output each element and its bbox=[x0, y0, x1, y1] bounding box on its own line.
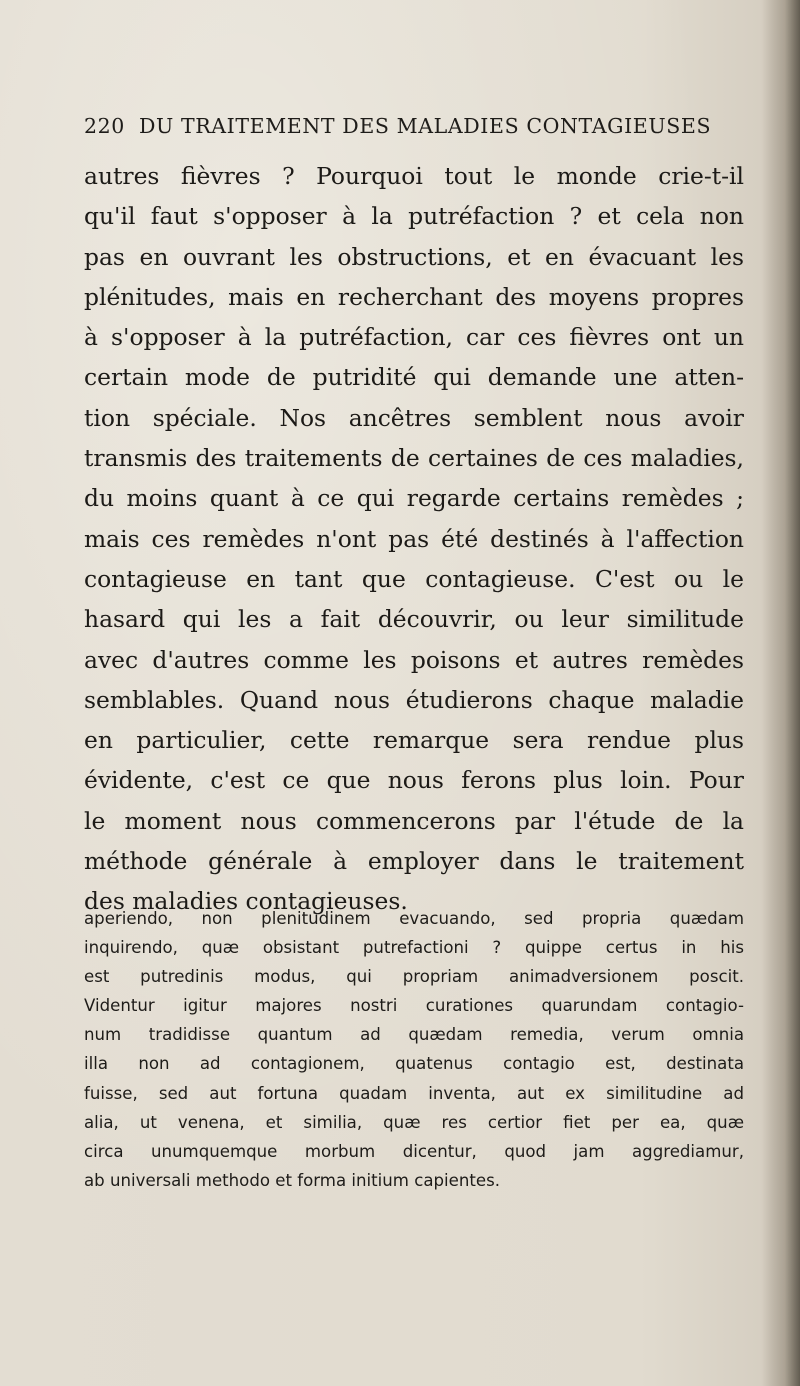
text-line: mais ces remèdes n'ont pas été destinés à l'affection bbox=[84, 524, 744, 553]
text-line: méthode générale à employer dans le traitement bbox=[84, 847, 744, 876]
text-line: hasard qui les a fait découvrir, ou leur similitude bbox=[84, 605, 744, 634]
footnote-line: Videntur igitur majores nostri curationes quarundam contagio- bbox=[84, 996, 744, 1016]
text-line: du moins quant à ce qui regarde certains remèdes ; bbox=[84, 484, 744, 513]
text-line: évidente, c'est ce que nous ferons plus loin. Pour bbox=[84, 766, 744, 795]
text-line: transmis des traitements de certaines de ces maladies, bbox=[84, 444, 744, 473]
text-line: à s'opposer à la putréfaction, car ces fièvres ont un bbox=[84, 323, 744, 352]
footnote-line: alia, ut venena, et similia, quæ res certior fiet per ea, quæ bbox=[84, 1112, 744, 1132]
running-header bbox=[84, 114, 711, 138]
text-line: tion spéciale. Nos ancêtres semblent nous avoir bbox=[84, 403, 744, 432]
footnote-line: fuisse, sed aut fortuna quadam inventa, aut ex similitudine ad bbox=[84, 1083, 744, 1103]
page-number: 220 bbox=[84, 114, 125, 138]
text-line: contagieuse en tant que contagieuse. C'est ou le bbox=[84, 564, 744, 593]
text-line: des maladies contagieuses. bbox=[84, 887, 408, 916]
text-line: pas en ouvrant les obstructions, et en évacuant les bbox=[84, 242, 744, 271]
text-line: le moment nous commencerons par l'étude de la bbox=[84, 806, 744, 835]
running-title: DU TRAITEMENT DES MALADIES CONTAGIEUSES bbox=[138, 114, 712, 138]
page-edge-shadow bbox=[762, 0, 800, 1386]
french-text-block bbox=[84, 156, 744, 922]
footnote-line: ab universali methodo et forma initium capientes. bbox=[84, 1170, 501, 1190]
footnote-line: circa unumquemque morbum dicentur, quod jam aggrediamur, bbox=[84, 1141, 744, 1161]
footnote-line: illa non ad contagionem, quatenus contagio est, destinata bbox=[84, 1054, 744, 1074]
text-line: plénitudes, mais en recherchant des moyens propres bbox=[84, 282, 744, 311]
text-line: autres fièvres ? Pourquoi tout le monde crie-t-il bbox=[84, 162, 744, 190]
text-line: en particulier, cette remarque sera rendue plus bbox=[84, 726, 744, 755]
text-line: qu'il faut s'opposer à la putréfaction ? et cela non bbox=[84, 202, 744, 231]
text-line: avec d'autres comme les poisons et autres remèdes bbox=[84, 645, 744, 674]
footnote-line: inquirendo, quæ obsistant putrefactioni ? quippe certus in his bbox=[84, 938, 744, 958]
text-line: semblables. Quand nous étudierons chaque maladie bbox=[84, 685, 744, 714]
footnote-line: aperiendo, non plenitudinem evacuando, sed propria quædam bbox=[84, 909, 744, 928]
footnote-line: est putredinis modus, qui propriam animadversionem poscit. bbox=[84, 967, 744, 987]
footnote-line: num tradidisse quantum ad quædam remedia, verum omnia bbox=[84, 1025, 744, 1045]
text-line: certain mode de putridité qui demande une atten- bbox=[84, 363, 744, 392]
latin-footnote-block bbox=[84, 904, 744, 1195]
